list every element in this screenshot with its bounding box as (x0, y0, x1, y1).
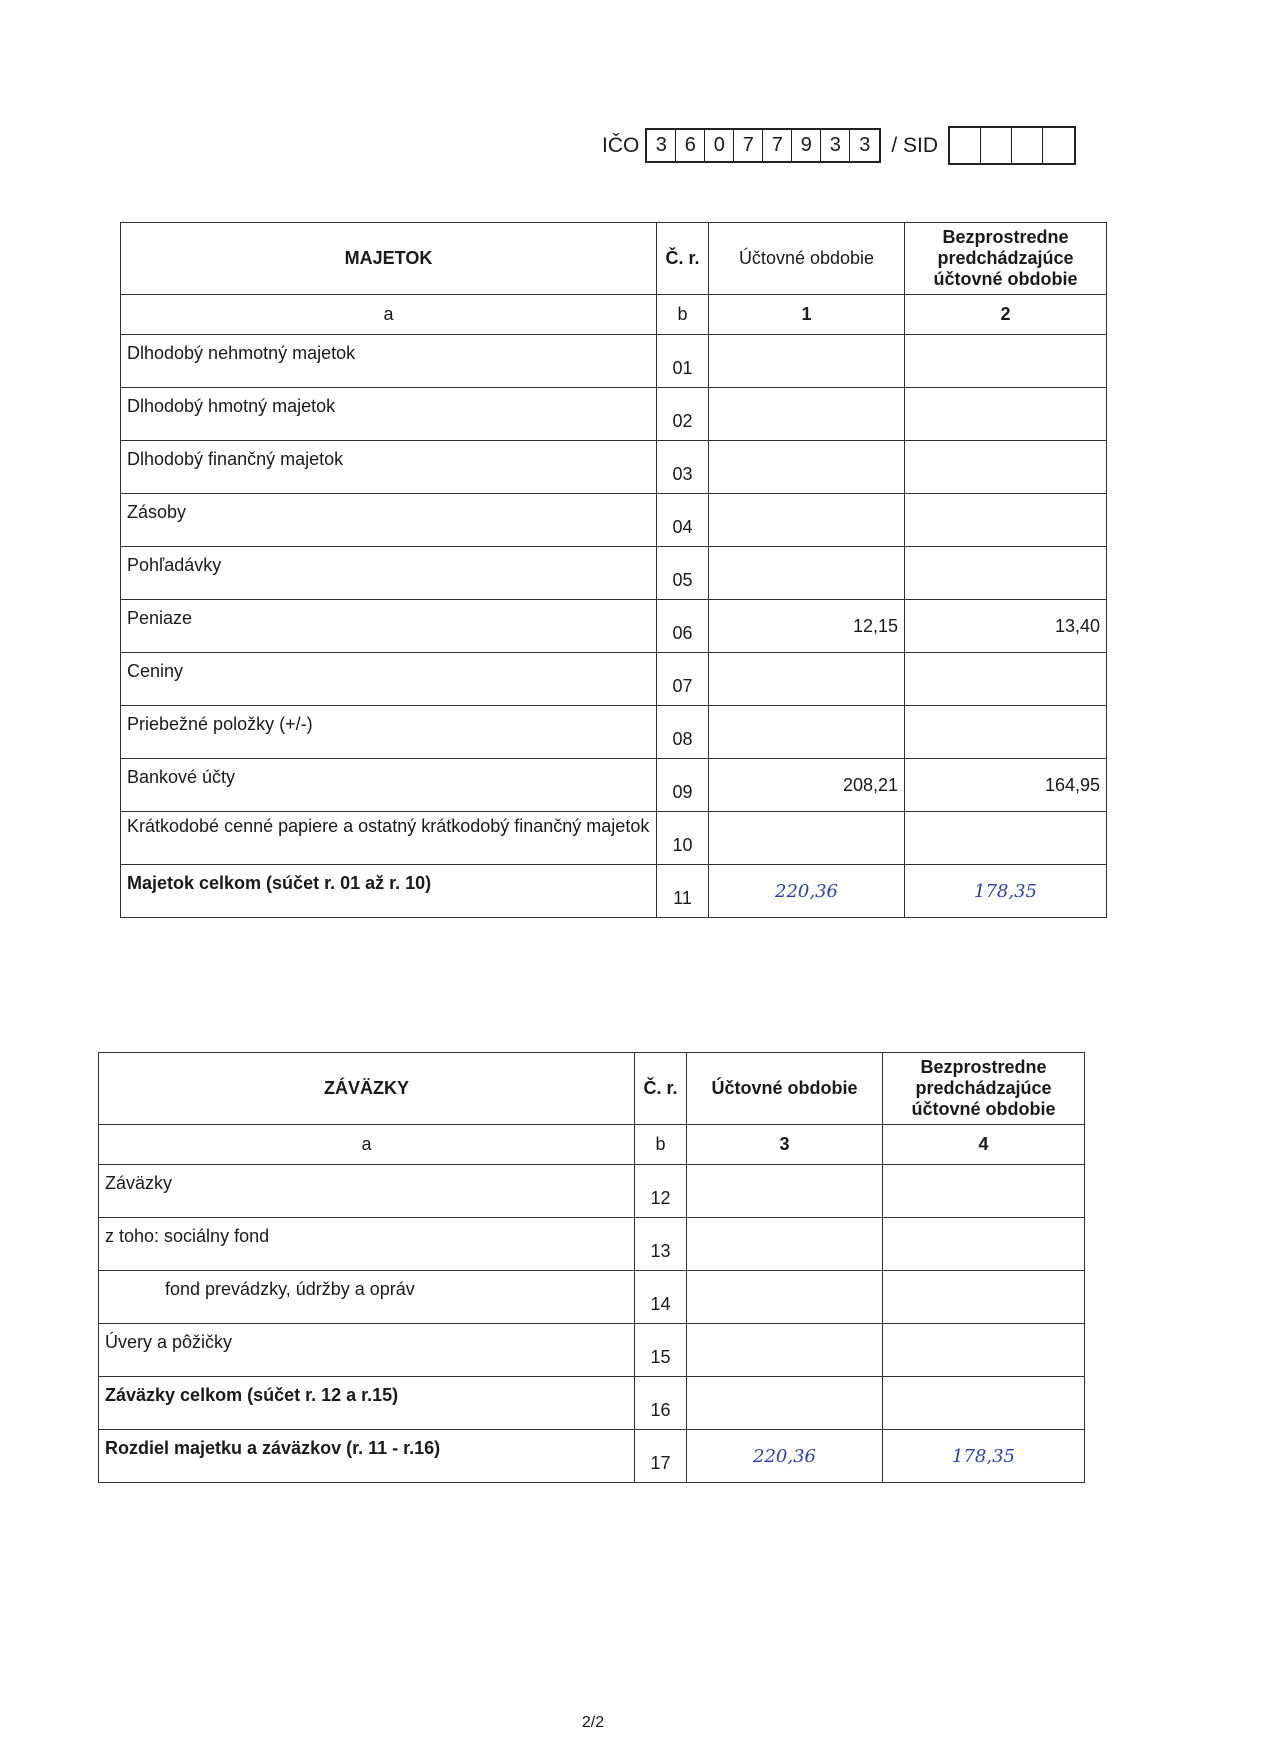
value-current[interactable] (709, 812, 905, 865)
row-label: Bankové účty (121, 759, 657, 812)
row-label: Rozdiel majetku a záväzkov (r. 11 - r.16) (99, 1430, 635, 1483)
row-number: 12 (635, 1165, 687, 1218)
row-number: 06 (657, 600, 709, 653)
row-number: 16 (635, 1377, 687, 1430)
row-number: 01 (657, 335, 709, 388)
page-number: 2/2 (581, 1714, 605, 1731)
row-number: 07 (657, 653, 709, 706)
row-number: 13 (635, 1218, 687, 1271)
table-row (121, 759, 1107, 812)
ico-sid-row (602, 126, 1076, 165)
col-header-previous-period: Bezprostredne predchádzajúce účtovné obdobie (883, 1053, 1085, 1125)
sid-box (1012, 128, 1043, 163)
value-current[interactable] (709, 706, 905, 759)
value-current[interactable] (709, 653, 905, 706)
value-current[interactable] (687, 1165, 883, 1218)
value-previous[interactable] (905, 812, 1107, 865)
value-current[interactable] (687, 1218, 883, 1271)
row-label: Úvery a pôžičky (99, 1324, 635, 1377)
ico-digit: 9 (792, 130, 821, 161)
row-number: 04 (657, 494, 709, 547)
row-number: 05 (657, 547, 709, 600)
ico-digit: 6 (676, 130, 705, 161)
value-current[interactable]: 208,21 (709, 759, 905, 812)
row-label: Záväzky celkom (súčet r. 12 a r.15) (99, 1377, 635, 1430)
table-row (121, 335, 1107, 388)
value-current[interactable]: 12,15 (709, 600, 905, 653)
table-row-total (121, 865, 1107, 918)
sid-box (950, 128, 981, 163)
col-code-1: 1 (709, 295, 905, 335)
value-current[interactable] (687, 1324, 883, 1377)
col-code-a: a (99, 1125, 635, 1165)
col-header-previous-period: Bezprostredne predchádzajúce účtovné obdobie (905, 223, 1107, 295)
table-row-total (99, 1377, 1085, 1430)
table-row (121, 441, 1107, 494)
value-current[interactable] (687, 1377, 883, 1430)
col-code-b: b (635, 1125, 687, 1165)
value-previous[interactable] (883, 1218, 1085, 1271)
table-row (121, 653, 1107, 706)
col-code-2: 2 (905, 295, 1107, 335)
value-previous-handwritten[interactable]: 178,35 (883, 1430, 1085, 1483)
value-previous[interactable] (905, 335, 1107, 388)
value-current[interactable] (709, 441, 905, 494)
value-previous[interactable] (883, 1165, 1085, 1218)
row-number: 15 (635, 1324, 687, 1377)
table-row-total (99, 1430, 1085, 1483)
value-current-handwritten[interactable]: 220,36 (687, 1430, 883, 1483)
zavazky-title: ZÁVÄZKY (99, 1053, 635, 1125)
value-previous-handwritten[interactable]: 178,35 (905, 865, 1107, 918)
zavazky-table (98, 1052, 1085, 1483)
table-row (121, 600, 1107, 653)
row-label: Ceniny (121, 653, 657, 706)
value-current[interactable] (709, 335, 905, 388)
row-label: Dlhodobý finančný majetok (121, 441, 657, 494)
sid-box (1043, 128, 1074, 163)
value-previous[interactable]: 164,95 (905, 759, 1107, 812)
table-row (121, 547, 1107, 600)
row-label: fond prevádzky, údržby a opráv (99, 1271, 635, 1324)
ico-label: IČO (602, 133, 640, 157)
col-header-cr: Č. r. (657, 223, 709, 295)
value-previous[interactable] (905, 388, 1107, 441)
ico-digit-boxes (645, 128, 881, 163)
table-row (99, 1218, 1085, 1271)
value-current-handwritten[interactable]: 220,36 (709, 865, 905, 918)
row-label: Dlhodobý nehmotný majetok (121, 335, 657, 388)
value-current[interactable] (709, 494, 905, 547)
row-number: 11 (657, 865, 709, 918)
row-number: 02 (657, 388, 709, 441)
sid-label: / SID (891, 133, 939, 157)
table-row (99, 1165, 1085, 1218)
table-row (121, 812, 1107, 865)
ico-digit: 7 (734, 130, 763, 161)
table-row (121, 494, 1107, 547)
majetok-title: MAJETOK (121, 223, 657, 295)
value-current[interactable] (709, 547, 905, 600)
row-label: Dlhodobý hmotný majetok (121, 388, 657, 441)
row-label: Priebežné položky (+/-) (121, 706, 657, 759)
value-previous[interactable] (883, 1377, 1085, 1430)
value-previous[interactable] (905, 547, 1107, 600)
value-previous[interactable]: 13,40 (905, 600, 1107, 653)
ico-digit: 0 (705, 130, 734, 161)
row-label: z toho: sociálny fond (99, 1218, 635, 1271)
ico-digit: 3 (647, 130, 676, 161)
col-code-3: 3 (687, 1125, 883, 1165)
row-number: 14 (635, 1271, 687, 1324)
sid-box (981, 128, 1012, 163)
row-number: 08 (657, 706, 709, 759)
value-previous[interactable] (883, 1271, 1085, 1324)
col-code-a: a (121, 295, 657, 335)
row-label: Peniaze (121, 600, 657, 653)
table-row (121, 706, 1107, 759)
ico-digit: 3 (859, 134, 871, 156)
row-label: Krátkodobé cenné papiere a ostatný krátkodobý finančný majetok (121, 812, 657, 865)
col-code-4: 4 (883, 1125, 1085, 1165)
value-current[interactable] (709, 388, 905, 441)
row-label: Záväzky (99, 1165, 635, 1218)
col-header-current-period: Účtovné obdobie (687, 1053, 883, 1125)
value-current[interactable] (687, 1271, 883, 1324)
row-label: Pohľadávky (121, 547, 657, 600)
row-number: 10 (657, 812, 709, 865)
ico-digit: 7 (763, 130, 792, 161)
row-number: 03 (657, 441, 709, 494)
col-code-b: b (657, 295, 709, 335)
col-header-current-period: Účtovné obdobie (709, 223, 905, 295)
col-header-cr: Č. r. (635, 1053, 687, 1125)
table-row (121, 388, 1107, 441)
row-label: Majetok celkom (súčet r. 01 až r. 10) (121, 865, 657, 918)
table-row (99, 1324, 1085, 1377)
value-previous[interactable] (883, 1324, 1085, 1377)
majetok-table (120, 222, 1107, 918)
ico-digit: 3 (821, 130, 850, 161)
sid-boxes (948, 126, 1076, 165)
table-row (99, 1271, 1085, 1324)
value-previous[interactable] (905, 494, 1107, 547)
row-label: Zásoby (121, 494, 657, 547)
value-previous[interactable] (905, 706, 1107, 759)
row-number: 17 (635, 1430, 687, 1483)
value-previous[interactable] (905, 441, 1107, 494)
value-previous[interactable] (905, 653, 1107, 706)
row-number: 09 (657, 759, 709, 812)
